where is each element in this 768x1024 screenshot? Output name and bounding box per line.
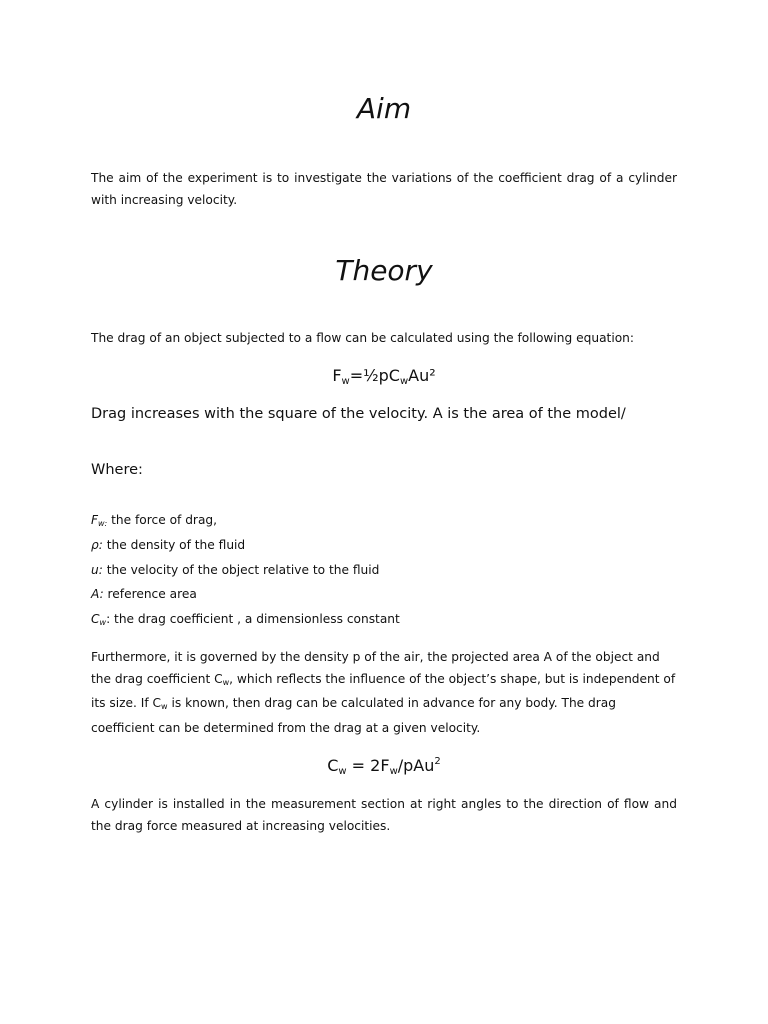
def-text: : the drag coefficient , a dimensionless constant — [106, 612, 400, 626]
definition-density — [91, 538, 245, 552]
eq1-sub1: w — [341, 376, 350, 387]
definition-coefficient — [91, 612, 400, 627]
velocity-note: Drag increases with the square of the velocity. A is the area of the model/ — [91, 406, 626, 422]
def-symbol: C — [91, 612, 100, 626]
eq2-part2: = 2F — [346, 756, 390, 775]
def-subscript: w: — [98, 519, 108, 528]
where-label: Where: — [91, 462, 143, 478]
def-symbol: A: — [91, 587, 104, 601]
drag-equation — [0, 366, 768, 387]
def-text: the velocity of the object relative to the fluid — [102, 563, 380, 577]
def-symbol: F — [91, 513, 99, 527]
p2-line1: Furthermore, it is governed by the density p of the air, the projected area A of the object and — [91, 650, 660, 664]
p2-line3-sub: w — [161, 702, 168, 711]
def-subscript: w — [99, 618, 107, 627]
theory-heading: Theory — [335, 254, 433, 287]
eq2-sup: 2 — [434, 756, 441, 767]
p2-line3-b: is known, then drag can be calculated in advance for any body. The drag — [167, 696, 617, 710]
aim-heading: Aim — [356, 92, 412, 125]
eq2-part3: /pAu — [397, 756, 435, 775]
def-text: the density of the fluid — [102, 538, 246, 552]
p2-line2-a: the drag coefficient C — [91, 671, 223, 686]
theory-paragraph-3: A cylinder is installed in the measurement section at right angles to the direction of flow and the drag force measured at increasing velocities. — [91, 797, 677, 833]
p2-line2-b: , which reflects the influence of the object’s shape, but is independent of — [229, 671, 676, 686]
eq2-part1: C — [327, 756, 339, 775]
def-symbol: ρ: — [91, 538, 103, 552]
definition-force — [91, 513, 217, 528]
eq2-sub1: w — [338, 766, 347, 777]
p2-line2-sub: w — [222, 677, 230, 687]
eq1-part2: =½pC — [349, 366, 400, 385]
eq2-sub2: w — [389, 766, 398, 777]
coefficient-equation — [0, 756, 768, 777]
eq1-part1: F — [332, 366, 342, 385]
p2-line4: coefficient can be determined from the drag at a given velocity. — [91, 720, 481, 735]
p2-line2 — [91, 669, 677, 694]
p2-line3 — [91, 693, 677, 718]
eq1-sub2: w — [399, 376, 409, 387]
definition-velocity — [91, 563, 379, 577]
p2-line3-a: its size. If C — [91, 696, 162, 710]
definition-area — [91, 587, 197, 601]
theory-paragraph-2 — [91, 647, 677, 739]
def-text: the force of drag, — [107, 513, 218, 527]
eq1-part3: Au² — [408, 366, 436, 385]
def-symbol: u: — [91, 563, 103, 577]
def-text: reference area — [103, 587, 197, 601]
aim-paragraph: The aim of the experiment is to investigate the variations of the coefficient drag of a cylinder with increasing velocity. — [91, 171, 677, 207]
theory-intro: The drag of an object subjected to a flow can be calculated using the following equation: — [91, 331, 635, 345]
